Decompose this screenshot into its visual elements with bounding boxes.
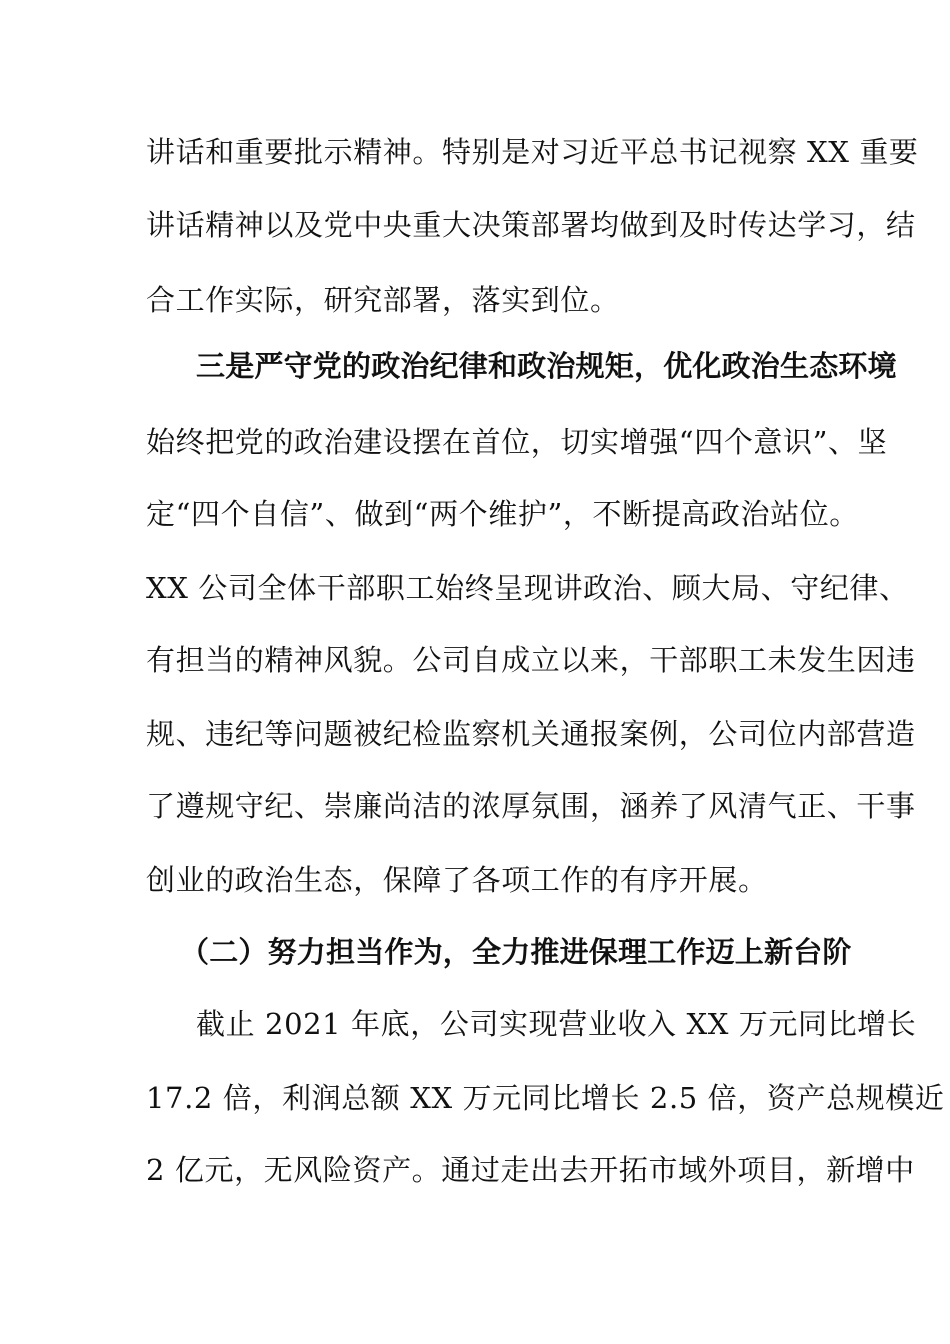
body-text-line: 始终把党的政治建设摆在首位，切实增强“四个意识”、坚 bbox=[146, 425, 888, 459]
body-text-line: 17.2 倍，利润总额 XX 万元同比增长 2.5 倍，资产总规模近 bbox=[146, 1081, 945, 1115]
body-text-line: 2 亿元，无风险资产。通过走出去开拓市域外项目，新增中 bbox=[146, 1153, 915, 1187]
section-heading: 三是严守党的政治纪律和政治规矩，优化政治生态环境 bbox=[196, 349, 897, 383]
body-text-line: 定“四个自信”、做到“两个维护”，不断提高政治站位。 bbox=[146, 497, 859, 531]
body-text-line: 讲话精神以及党中央重大决策部署均做到及时传达学习，结 bbox=[146, 208, 916, 242]
body-text-line: 规、违纪等问题被纪检监察机关通报案例，公司位内部营造 bbox=[146, 717, 916, 751]
subsection-heading: （二）努力担当作为，全力推进保理工作迈上新台阶 bbox=[180, 935, 852, 969]
body-text-line: 截止 2021 年底，公司实现营业收入 XX 万元同比增长 bbox=[196, 1007, 917, 1041]
body-text-line: 有担当的精神风貌。公司自成立以来，干部职工未发生因违 bbox=[146, 643, 916, 677]
body-text-line: 了遵规守纪、崇廉尚洁的浓厚氛围，涵养了风清气正、干事 bbox=[146, 789, 916, 823]
body-text-line: 讲话和重要批示精神。特别是对习近平总书记视察 XX 重要 bbox=[146, 135, 919, 169]
body-text-line: XX 公司全体干部职工始终呈现讲政治、顾大局、守纪律、 bbox=[146, 571, 909, 605]
body-text-line: 创业的政治生态，保障了各项工作的有序开展。 bbox=[146, 863, 768, 897]
body-text-line: 合工作实际，研究部署，落实到位。 bbox=[146, 283, 620, 317]
